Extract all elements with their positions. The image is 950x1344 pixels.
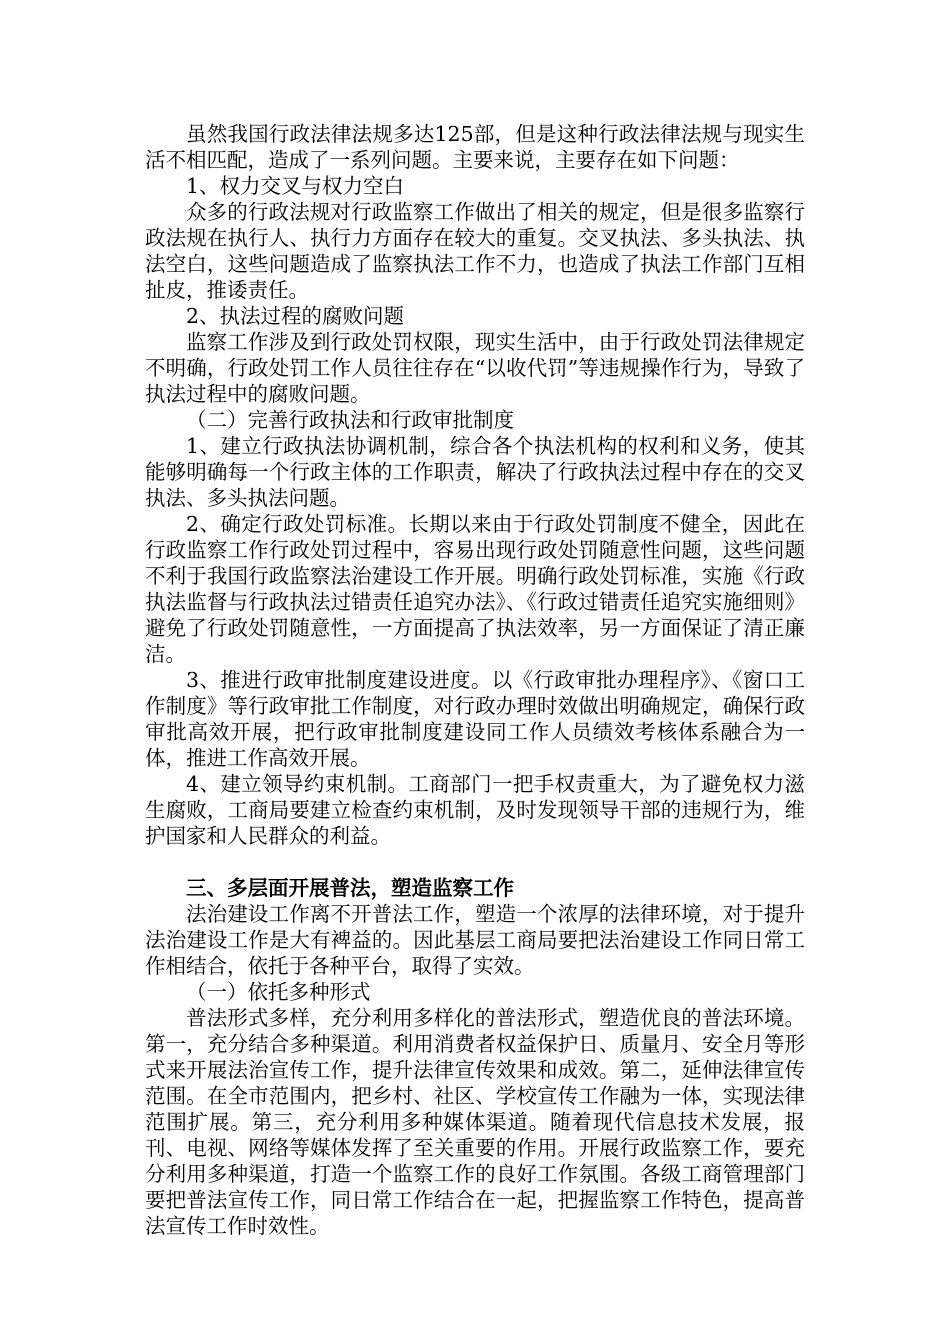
paragraph-multiple-forms: 普法形式多样，充分利用多样化的普法形式，塑造优良的普法环境。第一，充分结合多种渠道。利用消费者权益保护日、质量月、安全月等形式来开展法治宣传工作，提升法律宣传效果和成效。第二，延伸法律宣传范围。在全市范围内，把乡村、社区、学校宣传工作融为一体，实现法律范围扩展。第三，充分利用多种媒体渠道。随着现代信息技术发展，报刊、电视、网络等媒体发挥了至关重要的作用。开展行政监察工作，要充分利用多种渠道，打造一个监察工作的良好工作氛围。各级工商管理部门要把普法宣传工作，同日常工作结合在一起，把握监察工作特色，提高普法宣传工作时效性。 bbox=[145, 1006, 805, 1238]
paragraph-power-overlap: 众多的行政法规对行政监察工作做出了相关的规定，但是很多监察行政法规在执行人、执行力方面存在较大的重复。交叉执法、多头执法、执法空白，这些问题造成了监察执法工作不力，也造成了执法工作部门互相扯皮，推诿责任。 bbox=[145, 200, 805, 302]
section-heading-3: 三、多层面开展普法，塑造监察工作 bbox=[186, 876, 514, 900]
paragraph-intro: 虽然我国行政法律法规多达125部，但是这种行政法律法规与现实生活不相匹配，造成了一系列问题。主要来说，主要存在如下问题： bbox=[145, 122, 805, 172]
item-heading-corruption: 2、执法过程的腐败问题 bbox=[186, 304, 405, 328]
paragraph-leader-constraint: 4、建立领导约束机制。工商部门一把手权责重大，为了避免权力滋生腐败，工商局要建立检查约束机制，及时发现领导干部的违规行为，维护国家和人民群众的利益。 bbox=[145, 772, 805, 848]
item-heading-power-overlap: 1、权力交叉与权力空白 bbox=[186, 174, 405, 198]
paragraph-coordination: 1、建立行政执法协调机制，综合各个执法机构的权利和义务，使其能够明确每一个行政主体的工作职责，解决了行政执法过程中存在的交叉执法、多头执法问题。 bbox=[145, 434, 805, 510]
subsection-heading-2: （二）完善行政执法和行政审批制度 bbox=[186, 408, 514, 432]
document-body bbox=[145, 121, 805, 1239]
subsection-heading-1: （一）依托多种形式 bbox=[186, 980, 371, 1004]
paragraph-approval-system: 3、推进行政审批制度建设进度。以《行政审批办理程序》、《窗口工作制度》等行政审批工作制度，对行政办理时效做出明确规定，确保行政审批高效开展，把行政审批制度建设同工作人员绩效考核体系融合为一体，推进工作高效开展。 bbox=[145, 668, 805, 770]
paragraph-penalty-standard: 2、确定行政处罚标准。长期以来由于行政处罚制度不健全，因此在行政监察工作行政处罚过程中，容易出现行政处罚随意性问题，这些问题不利于我国行政监察法治建设工作开展。明确行政处罚标准，实施《行政执法监督与行政执法过错责任追究办法》、《行政过错责任追究实施细则》避免了行政处罚随意性，一方面提高了执法效率，另一方面保证了清正廉洁。 bbox=[145, 512, 805, 666]
paragraph-corruption: 监察工作涉及到行政处罚权限，现实生活中，由于行政处罚法律规定不明确，行政处罚工作人员往往存在“以收代罚”等违规操作行为，导致了执法过程中的腐败问题。 bbox=[145, 330, 805, 406]
paragraph-law-popularization: 法治建设工作离不开普法工作，塑造一个浓厚的法律环境，对于提升法治建设工作是大有裨益的。因此基层工商局要把法治建设工作同日常工作相结合，依托于各种平台，取得了实效。 bbox=[145, 902, 805, 978]
